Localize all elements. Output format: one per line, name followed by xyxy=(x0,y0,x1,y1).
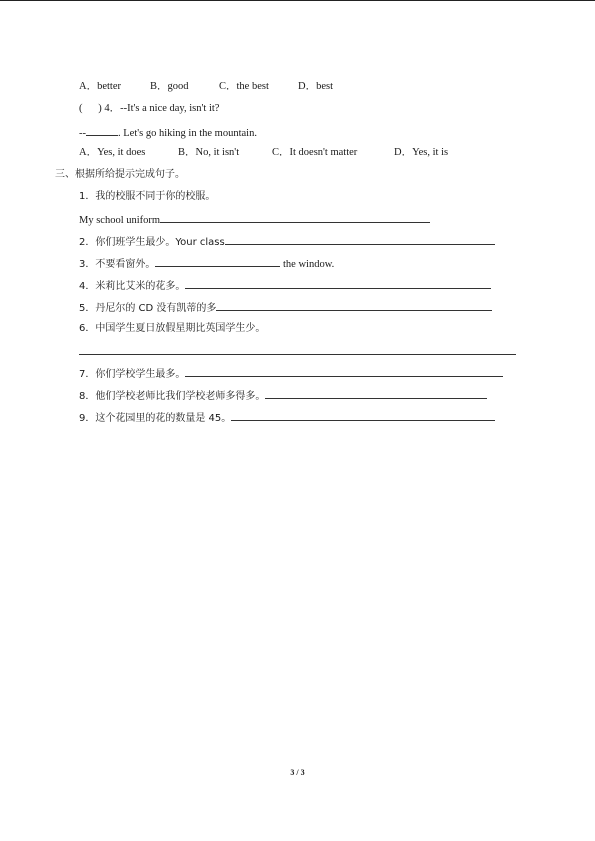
item-3 xyxy=(79,256,334,272)
q3-options xyxy=(79,80,333,94)
item-4-prompt: 4．米莉比艾米的花多。 xyxy=(79,281,186,292)
item-9-prompt: 9．这个花园里的花的数量是 45。 xyxy=(79,413,232,424)
item-9-answer-blank[interactable] xyxy=(231,410,495,421)
q4-stem: ( ) 4．--It's a nice day, isn't it? xyxy=(79,103,220,114)
q4-reply xyxy=(79,125,257,141)
q4-option-c: C．It doesn't matter xyxy=(272,147,358,158)
item-1-answer-line xyxy=(79,212,430,228)
q4-reply-prefix: -- xyxy=(79,128,86,139)
q4-option-a: A．Yes, it does xyxy=(79,147,146,158)
top-rule xyxy=(0,0,595,1)
item-7-prompt: 7．你们学校学生最多。 xyxy=(79,369,186,380)
item-3-prompt: 3．不要看窗外。 xyxy=(79,259,156,270)
q4-reply-suffix: . Let's go hiking in the mountain. xyxy=(118,128,257,139)
item-2-prompt: 2．你们班学生最少。Your class xyxy=(79,237,225,248)
item-1-answer-blank[interactable] xyxy=(160,212,430,223)
item-8-answer-blank[interactable] xyxy=(265,388,487,399)
item-3-suffix: the window. xyxy=(280,259,335,270)
item-5-answer-blank[interactable] xyxy=(216,300,492,311)
q4-options xyxy=(79,146,448,160)
item-2 xyxy=(79,234,495,250)
item-6-prompt: 6．中国学生夏日放假星期比英国学生少。 xyxy=(79,323,266,334)
q4-answer-blank[interactable] xyxy=(86,125,118,136)
item-7 xyxy=(79,366,503,382)
item-2-answer-blank[interactable] xyxy=(225,234,495,245)
q3-option-a: A．better xyxy=(79,81,121,92)
q3-option-d: D．best xyxy=(298,81,333,92)
item-1-prompt: 1．我的校服不同于你的校服。 xyxy=(79,191,216,202)
item-7-answer-blank[interactable] xyxy=(185,366,503,377)
q4-option-b: B．No, it isn't xyxy=(178,147,240,158)
item-9 xyxy=(79,410,495,426)
item-3-answer-blank[interactable] xyxy=(155,256,280,267)
item-8 xyxy=(79,388,487,404)
q3-option-b: B．good xyxy=(150,81,189,92)
q4-option-d: D．Yes, it is xyxy=(394,147,449,158)
q3-option-c: C．the best xyxy=(219,81,269,92)
item-5-prompt: 5．丹尼尔的 CD 没有凯蒂的多 xyxy=(79,303,217,314)
page-number: 3 / 3 xyxy=(290,768,305,777)
item-6-answer-blank[interactable] xyxy=(79,344,516,355)
item-1-answer-prefix: My school uniform xyxy=(79,215,161,226)
item-4-answer-blank[interactable] xyxy=(185,278,491,289)
item-5 xyxy=(79,300,492,316)
item-6-answer-line xyxy=(79,344,516,360)
section3-heading: 三、根据所给提示完成句子。 xyxy=(55,169,185,180)
item-8-prompt: 8．他们学校老师比我们学校老师多得多。 xyxy=(79,391,266,402)
item-4 xyxy=(79,278,491,294)
